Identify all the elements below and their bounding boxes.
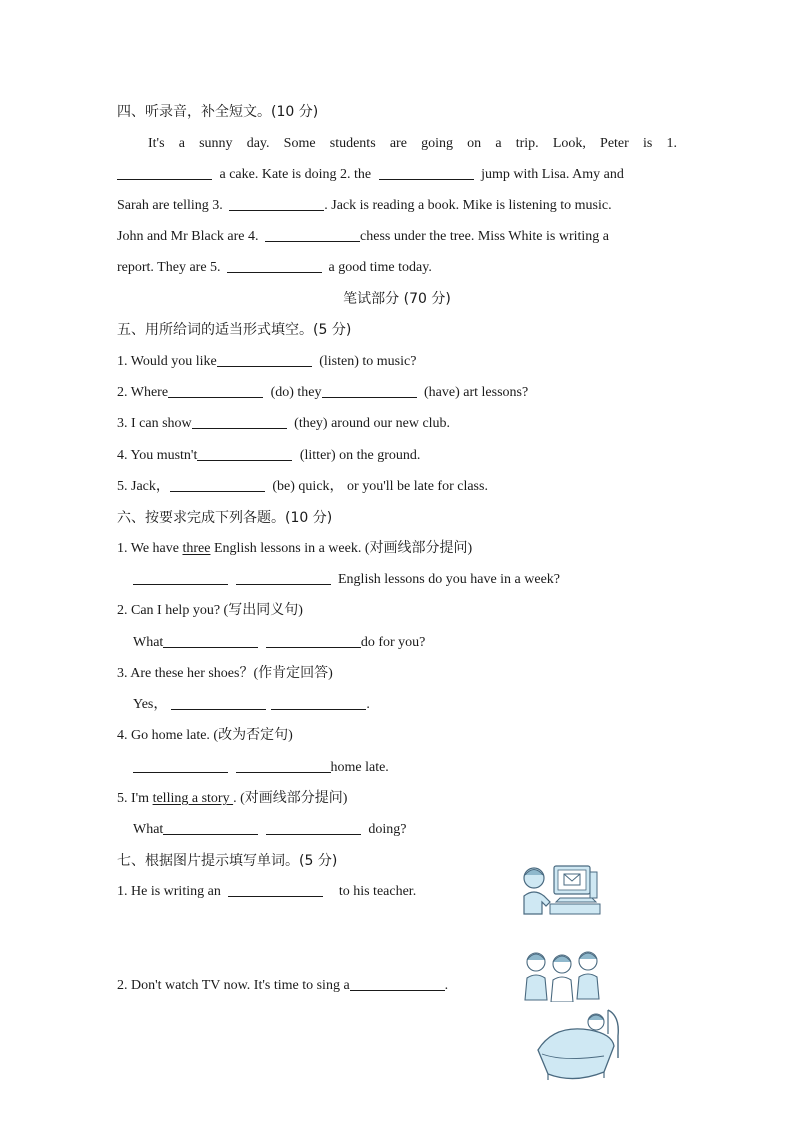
passage-text: jump with Lisa. Amy and: [481, 167, 624, 182]
section6-q1-answer: [133, 570, 693, 590]
section6-q4-answer: [133, 758, 693, 778]
question-text: . (对画线部分提问): [233, 791, 348, 806]
section4-heading: 四、听录音，补全短文。(10 分): [117, 104, 319, 120]
section6-q1: [117, 539, 677, 559]
section4-line4: [117, 227, 677, 247]
answer-blank[interactable]: [163, 633, 258, 648]
answer-blank[interactable]: [133, 758, 228, 773]
passage-text: a good time today.: [328, 260, 432, 275]
section4-line1: [148, 134, 677, 154]
item-text: (do) they: [270, 385, 322, 400]
section5-item-5: [117, 477, 677, 497]
answer-text: Yes，: [133, 697, 168, 712]
section7-heading: 七、根据图片提示填写单词。(5 分): [117, 853, 338, 869]
section4-line2: [117, 165, 677, 185]
passage-text: Sarah are telling 3.: [117, 198, 223, 213]
answer-blank[interactable]: [236, 758, 331, 773]
answer-blank[interactable]: [192, 414, 287, 429]
section4-line3: [117, 196, 677, 216]
underlined-part: telling a story: [152, 791, 234, 806]
passage-text: chess under the tree. Miss White is writing a: [360, 229, 609, 244]
item-text: 4. You mustn't: [117, 448, 198, 463]
answer-blank[interactable]: [228, 882, 323, 897]
answer-text: .: [366, 697, 370, 712]
answer-text: doing?: [368, 822, 407, 837]
child-sleeping-bed-illustration: [534, 1006, 622, 1082]
passage-text: It's a sunny day. Some students are going on a trip. Look, Peter is 1.: [148, 136, 677, 151]
question-text: 2. Don't watch TV now. It's time to sing a: [117, 978, 350, 993]
underlined-part: three: [182, 541, 211, 556]
passage-text: report. They are 5.: [117, 260, 221, 275]
section6-q2: 2. Can I help you? (写出同义句): [117, 603, 303, 618]
section6-q5-answer: [133, 820, 693, 840]
answer-blank-5[interactable]: [227, 258, 322, 273]
question-text: 1. He is writing an: [117, 884, 221, 899]
children-singing-illustration: [520, 948, 608, 1002]
question-text: 5. I'm: [117, 791, 153, 806]
answer-blank[interactable]: [271, 695, 366, 710]
answer-text: do for you?: [360, 635, 426, 650]
question-text: to his teacher.: [338, 884, 417, 899]
answer-blank-1[interactable]: [117, 165, 212, 180]
answer-blank[interactable]: [197, 446, 292, 461]
answer-blank-2[interactable]: [379, 165, 474, 180]
written-part-title: 笔试部分 (70 分): [343, 291, 451, 307]
section6-q2-answer: [133, 633, 693, 653]
section5-item-3: [117, 414, 677, 434]
answer-text: What: [133, 635, 164, 650]
answer-blank[interactable]: [266, 633, 361, 648]
answer-text: What: [133, 822, 164, 837]
item-text: (have) art lessons?: [424, 385, 529, 400]
answer-blank[interactable]: [168, 383, 263, 398]
section6-q4: 4. Go home late. (改为否定句): [117, 728, 293, 743]
question-text: 1. We have: [117, 541, 183, 556]
passage-text: . Jack is reading a book. Mike is listening to music.: [324, 198, 612, 213]
item-text: (litter) on the ground.: [299, 448, 421, 463]
answer-blank[interactable]: [163, 820, 258, 835]
item-text: 2. Where: [117, 385, 169, 400]
answer-blank[interactable]: [266, 820, 361, 835]
passage-text: a cake. Kate is doing 2. the: [219, 167, 372, 182]
section5-heading: 五、用所给词的适当形式填空。(5 分): [117, 322, 352, 338]
section5-item-1: [117, 352, 677, 372]
answer-blank[interactable]: [171, 695, 266, 710]
answer-blank[interactable]: [350, 976, 445, 991]
answer-text: home late.: [330, 760, 389, 775]
boy-computer-email-illustration: [520, 858, 602, 916]
question-text: English lessons in a week. (对画线部分提问): [210, 541, 473, 556]
item-text: 1. Would you like: [117, 354, 217, 369]
question-text: .: [444, 978, 449, 993]
section5-item-4: [117, 446, 677, 466]
section6-q5: [117, 789, 677, 809]
answer-blank[interactable]: [133, 570, 228, 585]
section6-q3-answer: [133, 695, 693, 715]
section6-q3: 3. Are these her shoes？(作肯定回答): [117, 666, 333, 681]
section5-item-2: [117, 383, 677, 403]
answer-blank[interactable]: [322, 383, 417, 398]
passage-text: John and Mr Black are 4.: [117, 229, 259, 244]
answer-blank[interactable]: [217, 352, 312, 367]
item-text: (they) around our new club.: [294, 416, 451, 431]
item-text: (listen) to music?: [319, 354, 417, 369]
answer-text: English lessons do you have in a week?: [338, 572, 561, 587]
answer-blank[interactable]: [170, 477, 265, 492]
item-text: 5. Jack，: [117, 479, 170, 494]
section4-line5: [117, 258, 677, 278]
answer-blank[interactable]: [236, 570, 331, 585]
answer-blank-4[interactable]: [265, 227, 360, 242]
item-text: 3. I can show: [117, 416, 192, 431]
item-text: (be) quick， or you'll be late for class.: [272, 479, 488, 494]
section6-heading: 六、按要求完成下列各题。(10 分): [117, 510, 333, 526]
answer-blank-3[interactable]: [229, 196, 324, 211]
